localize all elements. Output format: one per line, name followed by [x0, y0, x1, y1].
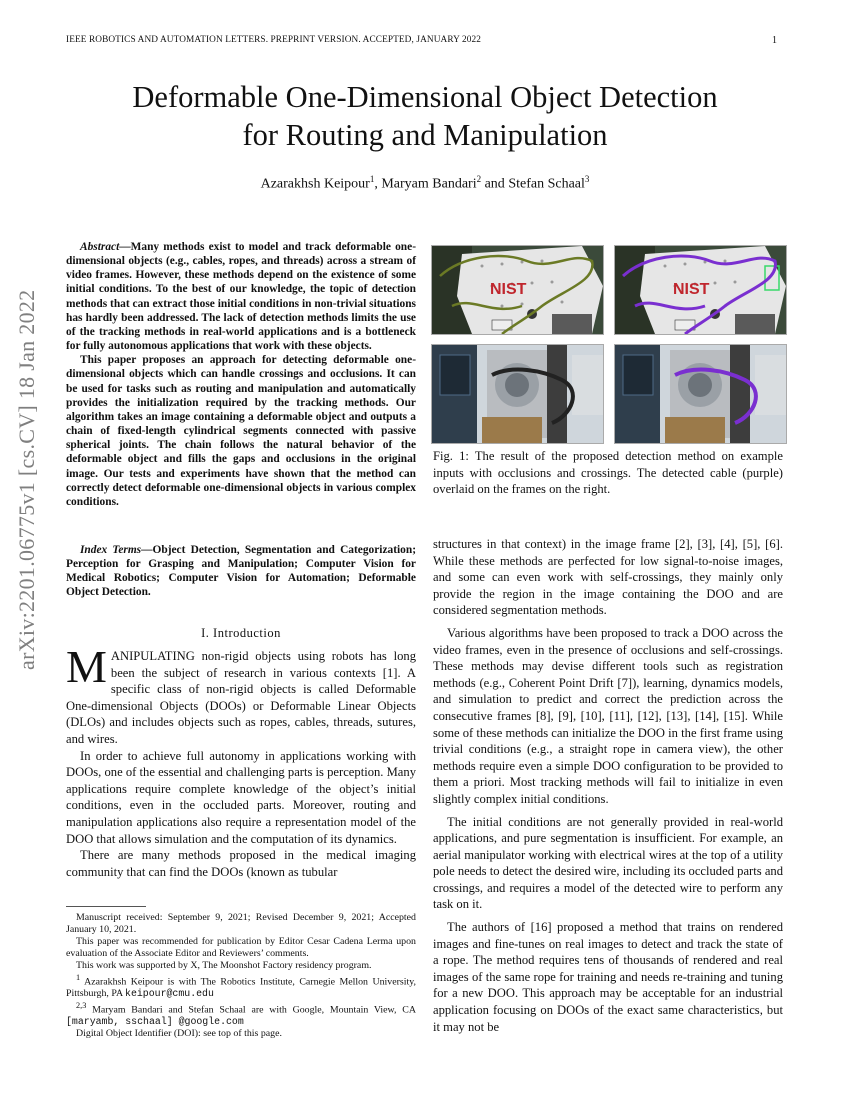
intro-paragraph-1: MANIPULATING non-rigid objects using robots has long been the subject of research in various contexts [1]. A specific class of non-rigid objects is called Deformable One-dimensional Objects (DOOs) or Deformable Linear Objects (DLOs) and includes objects such as ropes, cables, threads, sutures, and wires.: [66, 641, 416, 746]
figure-caption: Fig. 1: The result of the proposed detection method on example inputs with occlusions and crossings. The detected cable (purple) overlaid on the frames on the right.: [433, 449, 783, 497]
footnote-affiliation-1: $^1$ Azarakhsh Keipour is with The Robotics Institute, Carnegie Mellon University, Pittsburgh, PA keipour@cmu.edu: [66, 972, 416, 999]
running-header: IEEE ROBOTICS AND AUTOMATION LETTERS. PREPRINT VERSION. ACCEPTED, JANUARY 2022: [66, 35, 481, 45]
intro-paragraph-2: In order to achieve full autonomy in applications working with DOOs, one of the essential and challenging parts is perception. Many applications require complete knowledge of the object’s initial conditions, even in the occluded parts. Moreover, routing and manipulation applications also require a representation model of the DOO that allows simulation and the computation of its dynamics.: [66, 748, 416, 846]
drop-cap: M: [66, 641, 107, 692]
paper-title: [60, 78, 790, 154]
footnotes: [66, 912, 416, 1040]
right-paragraph-1: structures in that context) in the image frame [2], [3], [4], [5], [6]. While these methods are perfected for low signal-to-noise images, and some can even work with self-crossings, they mainly only provide the region in the image containing the DOO and are considered segmentation methods.: [433, 537, 783, 618]
author-2: Maryam Bandari: [381, 176, 477, 192]
right-column-body: [433, 536, 783, 1035]
right-paragraph-2: Various algorithms have been proposed to track a DOO across the video frames, even in the presence of occlusions and self-crossings. These methods may devise different tools such as registration methods (e.g., Coherent Point Drift [7]), learning, dynamics models, and simulation to predict and correct the prediction across the consecutive frames [8], [9], [10], [11], [12], [13], [14], [15]. While some of these methods can initialize the DOO in the first frame using trivial conditions (e.g., a straight rope in camera view), the other methods require even a simple DOO configuration to be provided to them a priori. Most tracking methods will fail to initialize in even slightly complex initial conditions.: [433, 625, 783, 806]
index-terms-label: Index Terms: [80, 544, 142, 556]
abstract-paragraph-1: Abstract—Many methods exist to model and track deformable one-dimensional objects (e.g., cables, ropes, and threads) across a stream of video frames. However, these methods depend on the existence of some initial conditions. To the best of our knowledge, the topic of detection methods that can extract those initial conditions in non-trivial situations has hardly been addressed. The lack of detection methods limits the use of the tracking methods in real-world applications and is a bottleneck for fully autonomous applications that work with these objects.: [66, 241, 416, 353]
author-separator: and: [481, 176, 509, 192]
section-heading: I. Introduction: [201, 626, 281, 640]
intro-paragraph-3: There are many methods proposed in the medical imaging community that can find the DOOs (known as tubular: [66, 848, 416, 879]
figure-image-detected-top: [614, 245, 787, 335]
index-terms: Index Terms—Object Detection, Segmentation and Categorization; Perception for Grasping and Manipulation; Computer Vision for Medical Robotics; Computer Vision for Automation; Deformable Object Detection.: [66, 544, 416, 599]
right-paragraph-3: The initial conditions are not generally provided in real-world applications, and pure segmentation is insufficient. For example, an aerial manipulator working with electrical wires at the top of a utility pole needs to detect the desired wire, including its occluded parts and crossings, and requires a model of the detected wire to perform any task on it.: [433, 814, 783, 912]
figure-image-input-top: [431, 245, 604, 335]
footnote-support: This work was supported by X, The Moonshot Factory residency program.: [76, 959, 372, 971]
author-3: Stefan Schaal: [508, 176, 585, 192]
email-link[interactable]: keipour@cmu.edu: [125, 987, 214, 999]
page-number: 1: [772, 35, 777, 46]
introduction-body: [66, 641, 416, 880]
figure-image-detected-bottom: [614, 344, 787, 444]
figure-image-input-bottom: [431, 344, 604, 444]
author-1-affil: 1: [369, 174, 375, 184]
abstract-label: Abstract: [80, 241, 120, 253]
title-line-1: Deformable One-Dimensional Object Detection: [132, 80, 718, 114]
svg-text:NIST: NIST: [490, 281, 527, 298]
footnote-doi: Digital Object Identifier (DOI): see top of this page.: [76, 1027, 282, 1039]
author-1: Azarakhsh Keipour: [260, 176, 370, 192]
author-separator: ,: [374, 176, 382, 192]
footnote-editor: This paper was recommended for publication by Editor Cesar Cadena Lerma upon evaluation of the Associate Editor and Reviewers’ comments.: [66, 935, 416, 959]
title-line-2: for Routing and Manipulation: [242, 118, 608, 152]
email-link[interactable]: [maryamb, sschaal] @google.com: [66, 1015, 244, 1027]
footnote-rule: [66, 906, 146, 907]
abstract: [66, 240, 416, 509]
footnote-manuscript: Manuscript received: September 9, 2021; Revised December 9, 2021; Accepted January 10, 2021.: [66, 912, 416, 935]
svg-text:NIST: NIST: [673, 281, 710, 298]
footnote-affiliation-2: $^{2,3}$ Maryam Bandari and Stefan Schaal are with Google, Mountain View, CA [maryamb, sschaal] @google.com: [66, 1000, 416, 1027]
right-paragraph-4: The authors of [16] proposed a method that trains on rendered images and fine-tunes on real images to detect and track the state of a rope. The method requires tens of thousands of rendered and real images of the same rope for training and needs re-training and tuning for a new DOO. This approach may be acceptable for an industrial application focusing on DOOs of the exact same characteristics, but it may not be: [433, 920, 783, 1034]
author-2-affil: 2: [476, 174, 482, 184]
author-3-affil: 3: [584, 174, 590, 184]
abstract-paragraph-2: This paper proposes an approach for detecting deformable one-dimensional objects which can handle crossings and occlusions. It can be used for tasks such as routing and manipulation and automatically provides the initialization required by the tracking methods. Our algorithm takes an image containing a deformable object and outputs a chain of fixed-length cylindrical segments connected with passive spherical joints. The chain follows the natural behavior of the deformable object and fills the gaps and occlusions in the original image. Our tests and experiments have shown that the method can correctly detect deformable one-dimensional objects in various complex conditions.: [66, 354, 416, 508]
author-list: [60, 174, 790, 193]
arxiv-stamp: arXiv:2201.06775v1 [cs.CV] 18 Jan 2022: [14, 289, 39, 670]
